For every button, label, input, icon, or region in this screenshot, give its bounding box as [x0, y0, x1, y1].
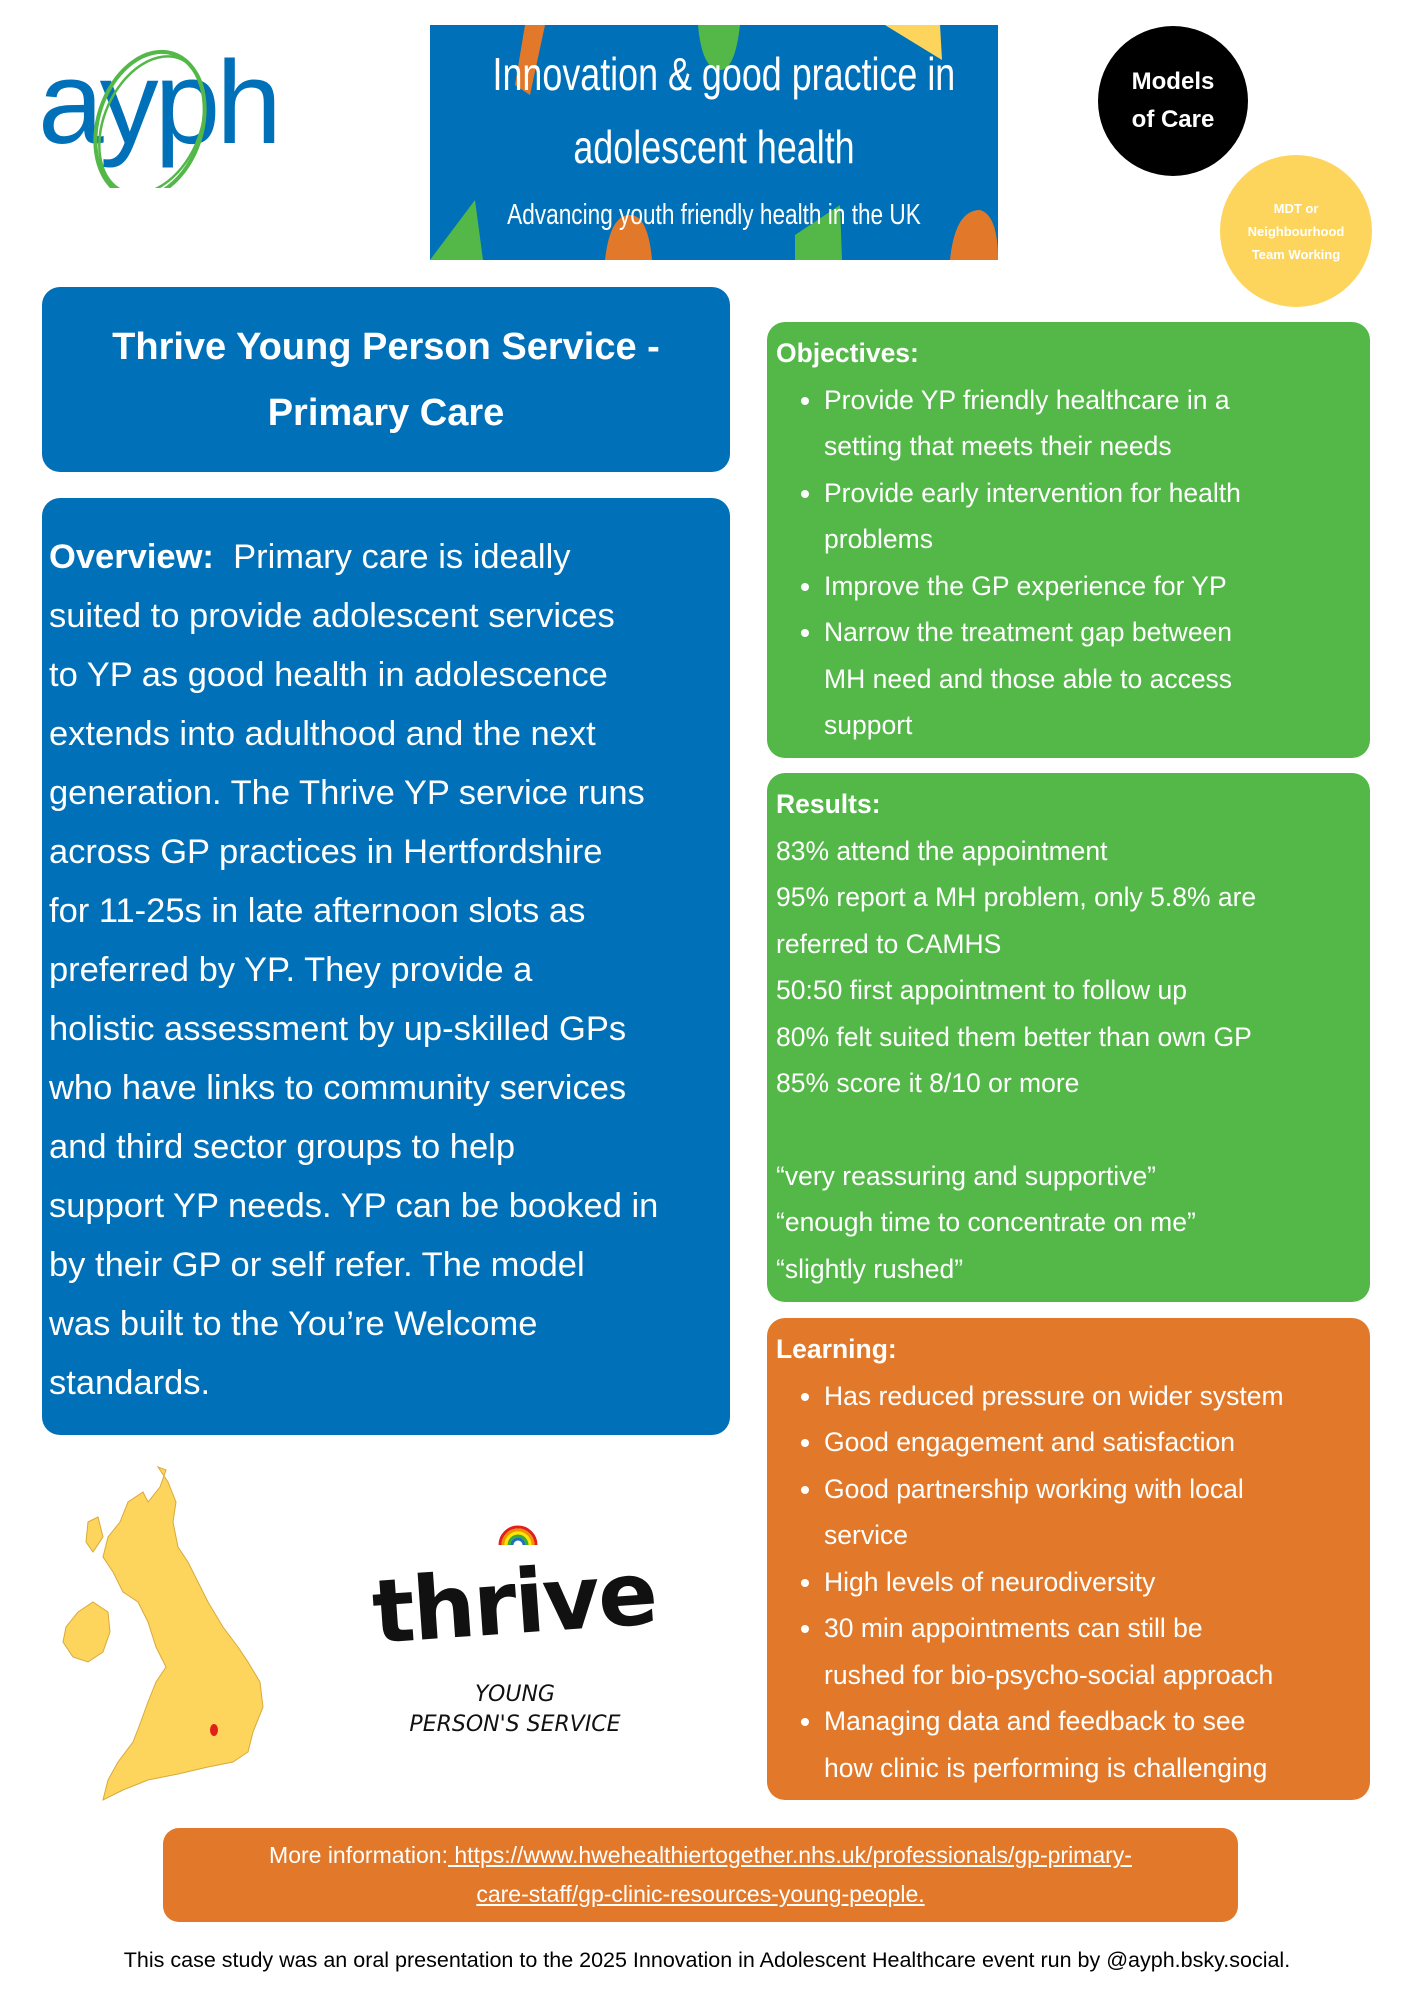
location-marker-icon: [210, 1724, 218, 1736]
overview-line: was built to the You’re Welcome: [49, 1305, 538, 1343]
learning-item: [824, 1373, 1370, 1420]
feedback-quote: “enough time to concentrate on me”: [776, 1207, 1196, 1237]
objectives-section: [767, 322, 1370, 758]
page-title: [42, 287, 730, 472]
objectives-item-text: • Narrow the treatment gap between: [824, 617, 1233, 647]
badge-text: Models: [1131, 68, 1215, 95]
learning-item: [824, 1559, 1370, 1606]
more-info-link-continued[interactable]: care-staff/gp-clinic-resources-young-people.: [476, 1881, 925, 1907]
banner-subtitle: Advancing youth friendly health in the UK: [507, 199, 921, 231]
objectives-list: [776, 377, 1370, 749]
overview-line: standards.: [49, 1364, 211, 1402]
models-of-care-badge: [1098, 26, 1248, 176]
learning-item-text: • 30 min appointments can still be: [824, 1613, 1203, 1643]
badge-text: Team Working: [1251, 246, 1341, 262]
feedback-quote: “slightly rushed”: [776, 1253, 964, 1284]
learning-item: [824, 1605, 1370, 1698]
learning-item-text: rushed for bio-psycho-social approach: [824, 1659, 1274, 1690]
learning-item-text: • Good engagement and satisfaction: [824, 1427, 1236, 1457]
learning-list: [776, 1373, 1370, 1792]
overview-line: suited to provide adolescent services: [49, 597, 615, 635]
uk-map: [48, 1462, 270, 1807]
learning-section: [767, 1318, 1370, 1800]
banner-title-line1: Innovation & good practice in: [492, 48, 956, 100]
objectives-item: [824, 470, 1370, 563]
overview-line: to YP as good health in adolescence: [49, 656, 608, 694]
objectives-item-text: setting that meets their needs: [824, 431, 1172, 461]
objectives-item-text: • Improve the GP experience for YP: [824, 570, 1227, 601]
results-quotes: [776, 1153, 1370, 1293]
overview-line: and third sector groups to help: [49, 1128, 516, 1166]
overview-line: for 11-25s in late afternoon slots as: [49, 892, 586, 930]
learning-item-text: • Has reduced pressure on wider system: [824, 1380, 1284, 1411]
more-information-box: [163, 1828, 1238, 1922]
feedback-quote: “very reassuring and supportive”: [776, 1160, 1157, 1191]
rainbow-icon: [500, 1527, 536, 1545]
learning-item: [824, 1466, 1370, 1559]
learning-heading: Learning:: [776, 1334, 897, 1364]
objectives-item-text: • Provide YP friendly healthcare in a: [824, 384, 1230, 415]
learning-item-text: • High levels of neurodiversity: [824, 1566, 1156, 1597]
thrive-tagline-line1: YOUNG: [475, 1682, 555, 1707]
result-line: 83% attend the appointment: [776, 835, 1108, 866]
footer-note: This case study was an oral presentation to the 2025 Innovation in Adolescent Healthcare event run by @ayph.bsky.social.: [123, 1948, 1291, 1972]
result-line: 85% score it 8/10 or more: [776, 1068, 1080, 1098]
results-lines: [776, 828, 1370, 1107]
objectives-item-text: problems: [824, 524, 933, 554]
objectives-item-text: • Provide early intervention for health: [824, 477, 1241, 508]
more-info-link[interactable]: https://www.hwehealthiertogether.nhs.uk/professionals/gp-primary-: [448, 1842, 1132, 1868]
overview-text: Primary care is ideally: [213, 538, 571, 576]
overview-line: extends into adulthood and the next: [49, 715, 596, 753]
learning-item-text: • Good partnership working with local: [824, 1473, 1244, 1504]
result-line: 80% felt suited them better than own GP: [776, 1021, 1252, 1052]
overview-label: Overview:: [49, 538, 214, 576]
overview-line: across GP practices in Hertfordshire: [49, 833, 603, 871]
banner-title-line2: adolescent health: [573, 121, 855, 173]
overview-line: generation. The Thrive YP service runs: [49, 774, 645, 812]
objectives-item-text: support: [824, 710, 913, 740]
ayph-logo: [38, 38, 328, 188]
objectives-heading: Objectives:: [776, 338, 919, 368]
learning-item-text: service: [824, 1520, 908, 1550]
mdt-badge: [1220, 155, 1372, 307]
badge-text: of Care: [1131, 106, 1215, 133]
result-line: 50:50 first appointment to follow up: [776, 975, 1187, 1005]
objectives-item: [824, 563, 1370, 610]
badge-text: MDT or: [1273, 200, 1319, 216]
title-line1: Thrive Young Person Service -: [112, 325, 660, 368]
event-banner: [430, 25, 998, 260]
learning-item: [824, 1419, 1370, 1466]
more-info-label: More information:: [269, 1842, 448, 1868]
thrive-wordmark: thrive: [369, 1541, 660, 1664]
overview-line: [49, 528, 730, 587]
overview-line: preferred by YP. They provide a: [49, 951, 533, 989]
spacer: [776, 1107, 1370, 1153]
objectives-item-text: MH need and those able to access: [824, 663, 1233, 694]
logo-text: ayph: [38, 38, 278, 169]
title-line2: Primary Care: [267, 391, 505, 434]
overview-line: who have links to community services: [49, 1069, 627, 1107]
learning-item-text: • Managing data and feedback to see: [824, 1706, 1246, 1736]
thrive-logo: [325, 1525, 705, 1745]
learning-item: [824, 1698, 1370, 1791]
objectives-item: [824, 609, 1370, 749]
result-line: 95% report a MH problem, only 5.8% are: [776, 882, 1257, 912]
overview-line: holistic assessment by up-skilled GPs: [49, 1010, 627, 1048]
result-line: referred to CAMHS: [776, 928, 1002, 959]
results-heading: Results:: [776, 789, 881, 819]
thrive-tagline-line2: PERSON'S SERVICE: [409, 1712, 621, 1737]
learning-item-text: how clinic is performing is challenging: [824, 1752, 1268, 1783]
badge-text: Neighbourhood: [1247, 223, 1345, 239]
results-section: [767, 773, 1370, 1302]
overview-section: [42, 498, 730, 1435]
overview-line: by their GP or self refer. The model: [49, 1246, 585, 1284]
overview-line: support YP needs. YP can be booked in: [49, 1187, 659, 1225]
objectives-item: [824, 377, 1370, 470]
